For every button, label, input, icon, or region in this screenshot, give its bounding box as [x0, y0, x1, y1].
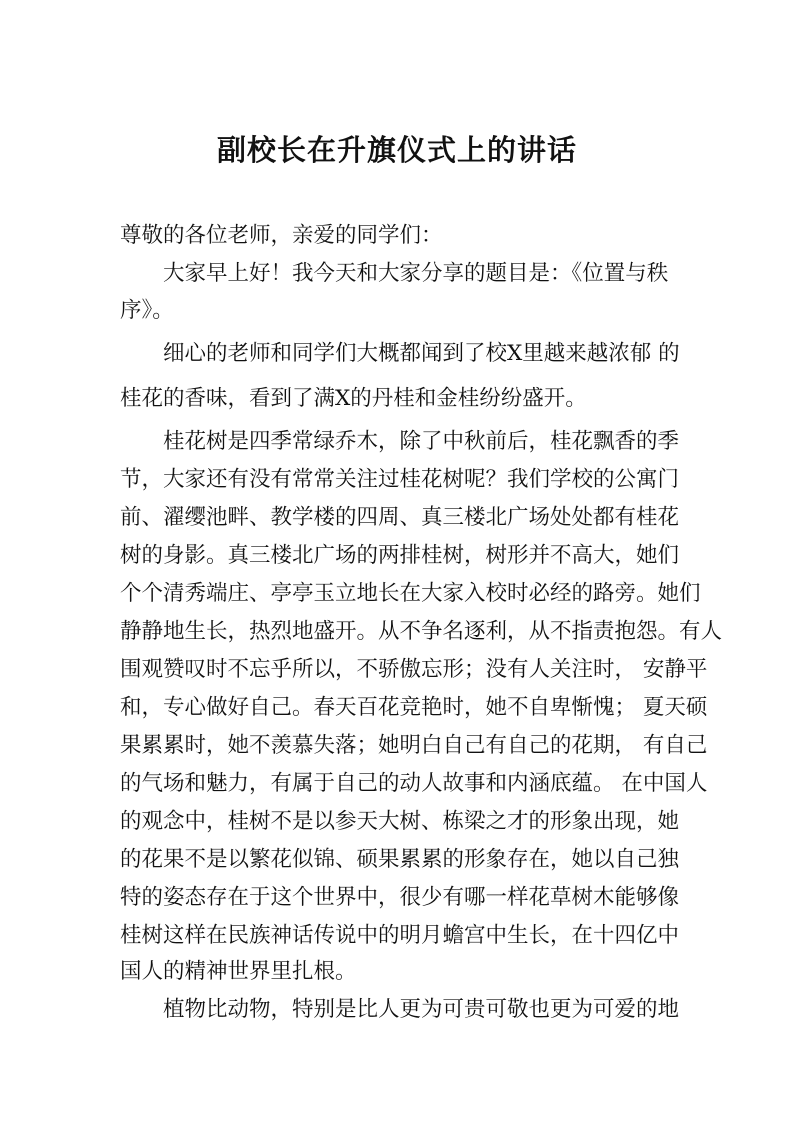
salutation-line: 尊敬的各位老师，亲爱的同学们：: [120, 223, 443, 248]
text-line: 国人的精神世界里扎根。: [120, 959, 357, 984]
text-line: 桂花树是四季常绿乔木，除了中秋前后，桂花飘香的季: [163, 429, 680, 454]
text-line: 围观赞叹时不忘乎所以，不骄傲忘形；没有人关注时， 安静平: [120, 657, 708, 682]
text-line: 桂树这样在民族神话传说中的明月蟾宫中生长，在十四亿中: [120, 923, 680, 948]
text-line: 前、濯缨池畔、教学楼的四周、真三楼北广场处处都有桂花: [120, 505, 680, 530]
text-line: 植物比动物，特别是比人更为可贵可敬也更为可爱的地: [163, 997, 680, 1022]
document-title: 副校长在升旗仪式上的讲话: [216, 133, 577, 167]
text-line: 桂花的香味，看到了满X的丹桂和金桂纷纷盛开。: [120, 386, 587, 411]
text-line: 的气场和魅力，有属于自己的动人故事和内涵底蕴。 在中国人: [120, 771, 708, 796]
text-line: 大家早上好！我今天和大家分享的题目是：《位置与秩: [163, 261, 669, 286]
text-line: 的观念中，桂树不是以参天大树、栋梁之才的形象出现，她: [120, 809, 680, 834]
text-line: 序》。: [120, 298, 174, 323]
text-line: 个个清秀端庄、亭亭玉立地长在大家入校时必经的路旁。她们: [120, 581, 701, 606]
text-line: 细心的老师和同学们大概都闻到了校X里越来越浓郁 的: [163, 341, 680, 366]
text-line: 特的姿态存在于这个世界中，很少有哪一样花草树木能够像: [120, 885, 680, 910]
text-line: 树的身影。真三楼北广场的两排桂树，树形并不高大，她们: [120, 543, 680, 568]
text-line: 的花果不是以繁花似锦、硕果累累的形象存在，她以自己独: [120, 847, 680, 872]
text-line: 和，专心做好自己。春天百花竞艳时，她不自卑惭愧； 夏天硕: [120, 695, 708, 720]
text-line: 果累累时，她不羡慕失落；她明白自己有自己的花期， 有自己: [120, 733, 708, 758]
text-line: 静静地生长，热烈地盛开。从不争名逐利，从不指责抱怨。有人: [120, 619, 723, 644]
text-line: 节，大家还有没有常常关注过桂花树呢？我们学校的公寓门: [120, 467, 680, 492]
